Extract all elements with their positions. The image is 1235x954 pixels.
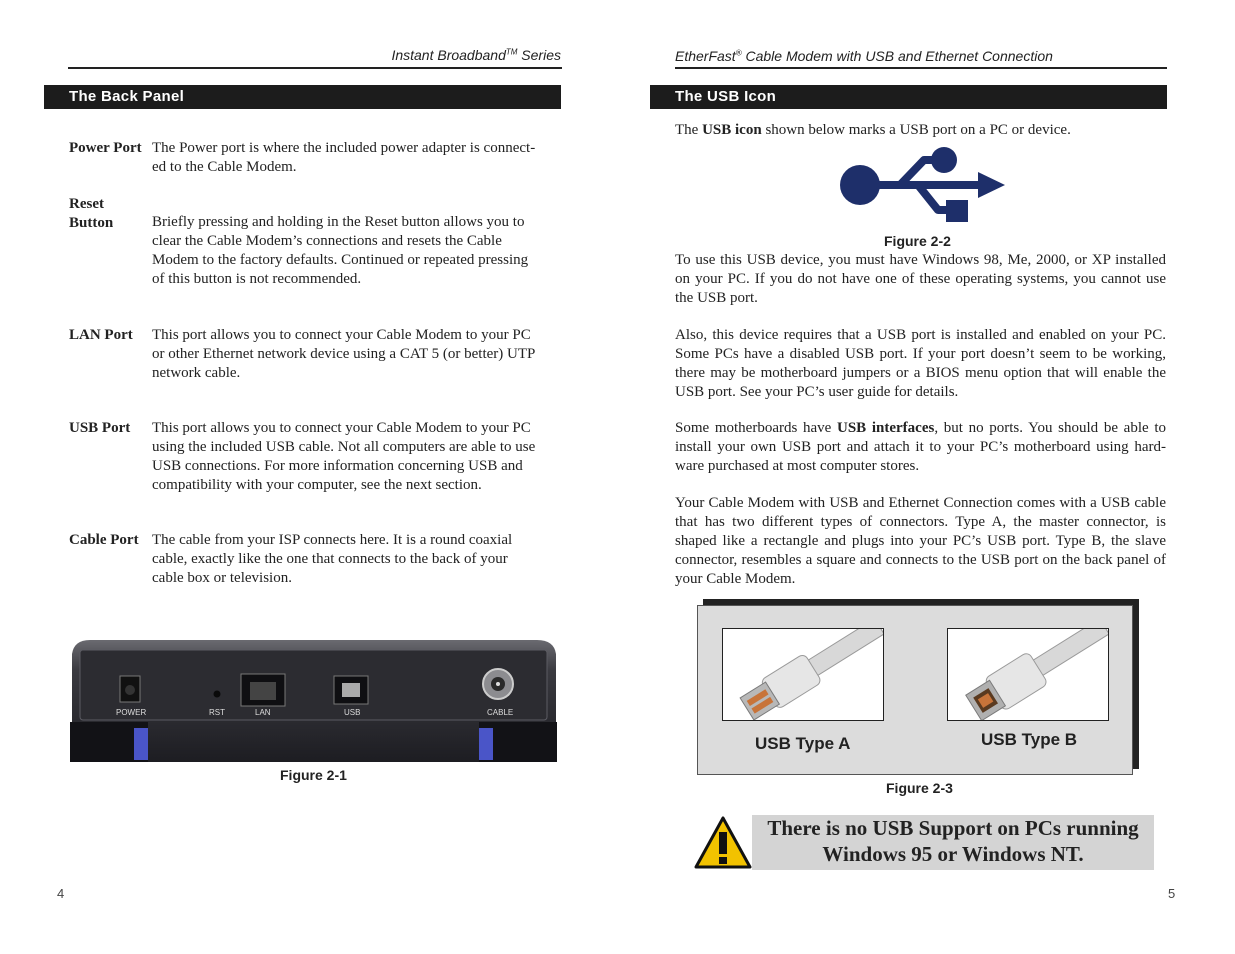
- paragraph-usb-cable-types: Your Cable Modem with USB and Ethernet Connection comes with a USB cable that has two different types of connectors. Type A, the master connector, is shaped like a rectangle and plugs into your PC’s USB port. Type B, the slave connector, resembles a square and connects to the USB port on the back panel of your Cable Modem.: [675, 495, 1166, 587]
- warning-icon: [694, 815, 752, 870]
- figure-2-1-caption: Figure 2-1: [280, 767, 347, 783]
- panel-label-power: POWER: [116, 708, 147, 717]
- usb-type-a-drawing: [723, 629, 883, 720]
- left-running-header: Instant Broadband™ Series: [391, 47, 561, 63]
- section-title-usb-icon: The USB Icon: [650, 85, 1167, 109]
- paragraph-os-requirement: To use this USB device, you must have Windows 98, Me, 2000, or XP installed on your PC. If you do not have one of these operating systems, you cannot use the USB port.: [675, 252, 1166, 306]
- figure-2-3-caption: Figure 2-3: [886, 780, 953, 796]
- warning-callout: [694, 815, 1154, 870]
- usb-type-a-label: USB Type A: [755, 734, 851, 753]
- back-panel-image: [70, 638, 557, 764]
- page-number-left: 4: [57, 886, 65, 901]
- usb-icon: [838, 144, 1008, 226]
- usb-type-b-label: USB Type B: [981, 730, 1078, 749]
- page-number-right: 5: [1168, 886, 1176, 901]
- left-header-rule: [68, 67, 562, 69]
- term-lan-port: LAN Port: [69, 327, 133, 343]
- usb-types-figure: [697, 605, 1133, 775]
- term-usb-port: USB Port: [69, 420, 131, 436]
- right-header-rule: [675, 67, 1167, 69]
- warning-text: There is no USB Support on PCs running Windows 95 or Windows NT.: [767, 816, 1139, 866]
- warning-icon-drawing: [694, 815, 752, 870]
- usb-intro-text: The USB icon shown below marks a USB port on a PC or device.: [675, 122, 1071, 138]
- desc-usb-port: This port allows you to connect your Cable Modem to your PC using the included USB cable. Not all computers are able to use USB connections. For more information concerning USB and compatibility with your computer, see the next section.: [152, 420, 536, 493]
- panel-label-cable: CABLE: [487, 708, 514, 717]
- section-title-back-panel: The Back Panel: [44, 85, 561, 109]
- term-power-port: Power Port: [69, 140, 142, 156]
- desc-reset-button: Briefly pressing and holding in the Reset button allows you to clear the Cable Modem’s connections and resets the Cable Modem to the factory defaults. Continued or repeated pressing of this button is not recommended.: [152, 214, 529, 287]
- panel-label-lan: LAN: [255, 708, 271, 717]
- desc-power-port: The Power port is where the included power adapter is connect- ed to the Cable Modem.: [152, 140, 536, 175]
- usb-type-b-drawing: [948, 629, 1108, 720]
- usb-icon-drawing: [838, 144, 1008, 226]
- term-cable-port: Cable Port: [69, 532, 139, 548]
- figure-2-2-caption: Figure 2-2: [884, 233, 951, 249]
- usb-type-a-photo: [722, 628, 884, 721]
- panel-label-rst: RST: [209, 708, 225, 717]
- back-panel-drawing: [70, 638, 557, 764]
- term-reset-button: Reset Button: [69, 196, 114, 231]
- right-running-header: EtherFast® Cable Modem with USB and Ethernet Connection: [675, 48, 1053, 64]
- paragraph-usb-interfaces: Some motherboards have USB interfaces, but no ports. You should be able to install your own USB port and attach it to your PC’s motherboard using hard-ware purchased at most computer stores.: [675, 420, 1166, 474]
- panel-label-usb: USB: [344, 708, 361, 717]
- desc-cable-port: The cable from your ISP connects here. It is a round coaxial cable, exactly like the one that connects to the back of your cable box or television.: [152, 532, 513, 586]
- usb-type-b-photo: [947, 628, 1109, 721]
- paragraph-usb-enabled: Also, this device requires that a USB port is installed and enabled on your PC. Some PCs have a disabled USB port. If your port doesn’t seem to be working, there may be motherboard jumpers or a BIOS menu option that will enable the USB port. See your PC’s user guide for details.: [675, 327, 1166, 400]
- desc-lan-port: This port allows you to connect your Cable Modem to your PC or other Ethernet network device using a CAT 5 (or better) UTP network cable.: [152, 327, 536, 381]
